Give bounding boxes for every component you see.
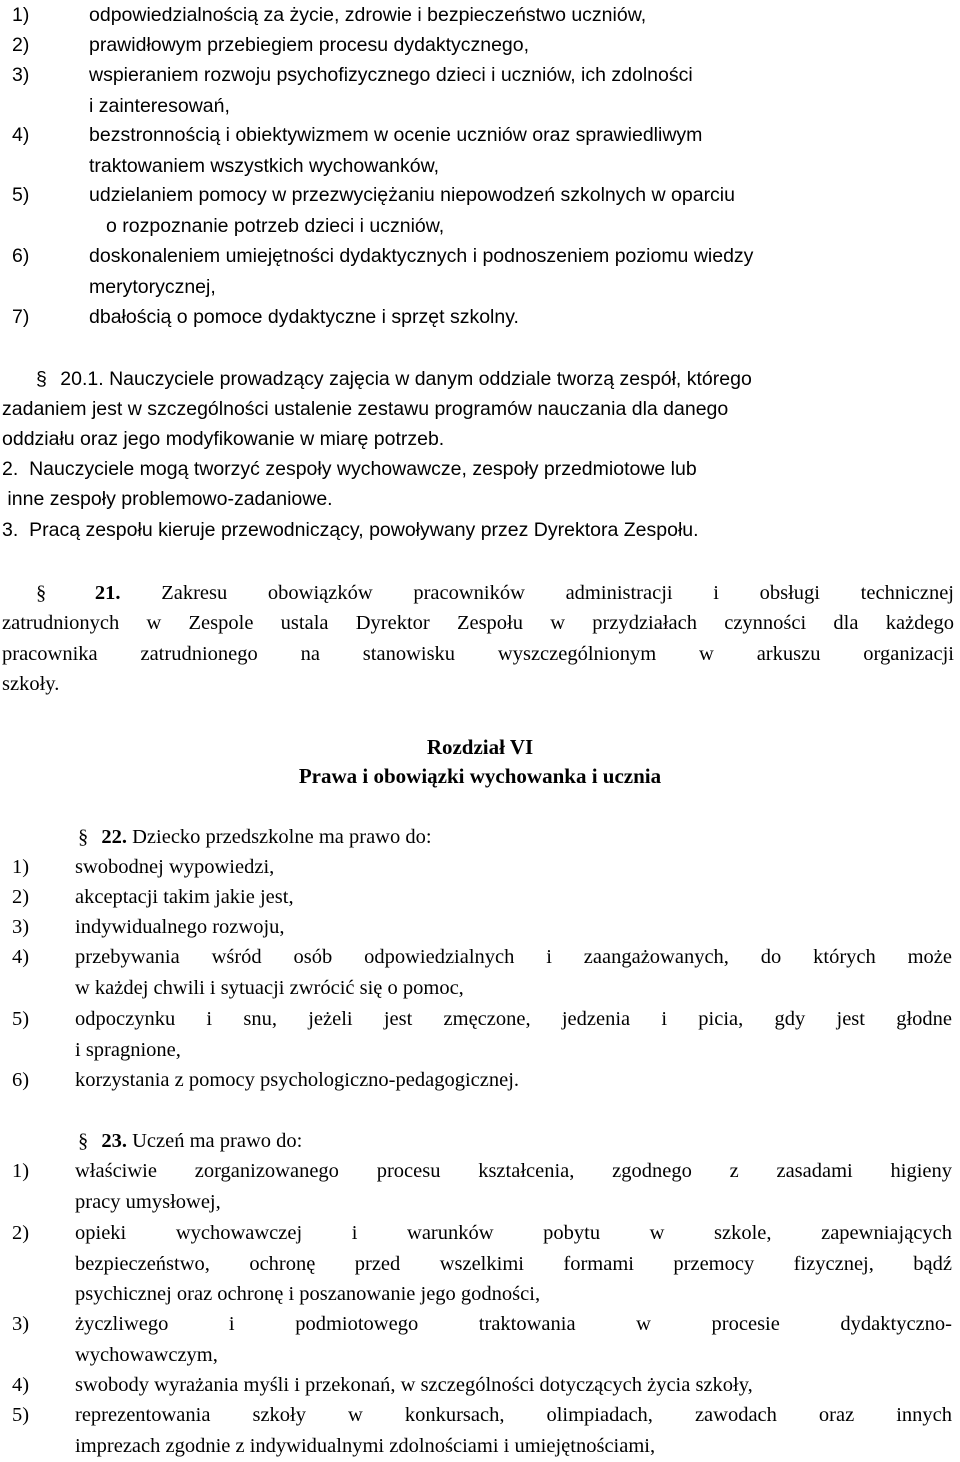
section-sign: § [78,826,89,848]
list-item [12,1218,952,1310]
item-number: 6) [12,245,30,267]
item-text: odpoczynku i snu, jeżeli jest zmęczone, jedzenia i picia, gdy jest głodne [75,1008,952,1030]
list-item [12,0,952,31]
s21-text: Zakresu obowiązków pracowników administracji i obsługi technicznej [161,582,955,604]
item-text: akceptacji takim jakie jest, [75,886,294,908]
chapter-subtitle: Prawa i obowiązki wychowanka i ucznia [298,764,662,788]
item-number: 4) [12,946,30,968]
item-number: 7) [12,306,30,328]
item-number: 3) [12,916,30,938]
item-text: korzystania z pomocy psychologiczno-pedagogicznej. [75,1069,520,1091]
item-number: 6) [12,1069,30,1091]
item-text-continued: i spragnione, [75,1038,181,1061]
s20-p1-line2: zadaniem jest w szczególności ustalenie zestawu programów nauczania dla danego [2,398,729,420]
item-text-continued: bezpieczeństwo, ochronę przed wszelkimi formami przemocy fizycznej, bądź [75,1252,952,1275]
item-text: prawidłowym przebiegiem procesu dydaktycznego, [89,34,530,56]
item-number: 2) [12,34,30,56]
s20-p3-line1: 3. Pracą zespołu kieruje przewodniczący, powoływany przez Dyrektora Zespołu. [2,519,699,541]
item-text: dbałością o pomoce dydaktyczne i sprzęt szkolny. [89,306,519,328]
list-item [12,1065,952,1096]
section-number: 22. [101,826,127,848]
s20-p1-line3: oddziału oraz jego modyfikowanie w miarę potrzeb. [2,428,445,450]
item-text-continued: pracy umysłowej, [75,1190,221,1213]
item-text: odpowiedzialnością za życie, zdrowie i bezpieczeństwo uczniów, [89,4,647,26]
item-number: 2) [12,1222,30,1244]
item-text: bezstronnością i obiektywizmem w ocenie uczniów oraz sprawiedliwym [89,124,703,146]
list-item [12,302,952,333]
item-text: udzielaniem pomocy w przezwyciężaniu niepowodzeń szkolnych w oparciu [89,184,735,206]
item-number: 3) [12,1313,30,1335]
item-text: swobodnej wypowiedzi, [75,856,275,878]
item-text: swobody wyrażania myśli i przekonań, w szczególności dotyczących życia szkoły, [75,1374,753,1396]
item-text: reprezentowania szkoły w konkursach, olimpiadach, zawodach oraz innych [75,1404,952,1426]
list-item [12,852,952,883]
section-number: 21. [94,582,121,604]
s22-intro-line [78,822,952,853]
list-item [12,942,952,1003]
item-text-continued: o rozpoznanie potrzeb dzieci i uczniów, [106,214,445,237]
list-item [12,1156,952,1217]
item-text: życzliwego i podmiotowego traktowania w procesie dydaktyczno- [75,1313,952,1335]
s22-intro: Dziecko przedszkolne ma prawo do: [132,826,432,848]
item-text-continued: w każdej chwili i sytuacji zwrócić się o pomoc, [75,976,464,999]
s20-p1-line1 [36,364,952,395]
list-item [12,120,952,181]
item-number: 5) [12,184,30,206]
item-number: 2) [12,886,30,908]
section-sign: § [36,368,47,390]
list-item [12,1400,952,1461]
list-item [12,1370,952,1401]
item-number: 1) [12,1160,30,1182]
list-item [12,180,952,241]
item-text: właściwie zorganizowanego procesu kształcenia, zgodnego z zasadami higieny [75,1160,952,1182]
item-text-continued: traktowaniem wszystkich wychowanków, [89,154,440,177]
item-text-continued: imprezach zgodnie z indywidualnymi zdolnościami i umiejętnościami, [75,1434,656,1457]
item-text: przebywania wśród osób odpowiedzialnych i zaangażowanych, do których może [75,946,952,968]
item-text: doskonaleniem umiejętności dydaktycznych i podnoszeniem poziomu wiedzy [89,245,754,267]
s20-p1-text: 20.1. Nauczyciele prowadzący zajęcia w danym oddziale tworzą zespół, którego [60,368,752,390]
item-text: opieki wychowawczej i warunków pobytu w szkole, zapewniających [75,1222,952,1244]
section-sign: § [78,1130,89,1152]
s21-line2: zatrudnionych w Zespole ustala Dyrektor Zespołu w przydziałach czynności dla każdego [2,612,954,634]
item-text-continued: psychicznej oraz ochronę i poszanowanie jego godności, [75,1283,541,1305]
item-number: 3) [12,64,30,86]
item-number: 1) [12,856,30,878]
list-item [12,1004,952,1065]
s23-intro-line [78,1126,952,1157]
item-number: 1) [12,4,30,26]
item-text-continued: i zainteresowań, [89,94,230,117]
item-number: 4) [12,124,30,146]
list-item [12,30,952,61]
list-item [12,1309,952,1370]
list-item [12,60,952,121]
s21-line3: pracownika zatrudnionego na stanowisku wyszczególnionym w arkuszu organizacji [2,643,954,665]
s23-intro: Uczeń ma prawo do: [132,1130,303,1152]
s20-p2-line2: inne zespoły problemowo-zadaniowe. [2,488,333,510]
section-number: 23. [101,1130,127,1152]
item-text-continued: wychowawczym, [75,1343,218,1366]
chapter-title: Rozdział VI [426,735,534,759]
s20-p2-line1: 2. Nauczyciele mogą tworzyć zespoły wychowawcze, zespoły przedmiotowe lub [2,458,697,480]
item-text-continued: merytorycznej, [89,275,216,298]
list-item [12,241,952,302]
item-text: indywidualnego rozwoju, [75,916,285,938]
s21-line4: szkoły. [2,673,60,695]
item-number: 5) [12,1008,30,1030]
list-item [12,912,952,943]
section-sign: § [36,582,47,604]
item-text: wspieraniem rozwoju psychofizycznego dzieci i uczniów, ich zdolności [89,64,693,86]
list-item [12,882,952,913]
item-number: 4) [12,1374,30,1396]
item-number: 5) [12,1404,30,1426]
s21-line1 [36,578,954,609]
